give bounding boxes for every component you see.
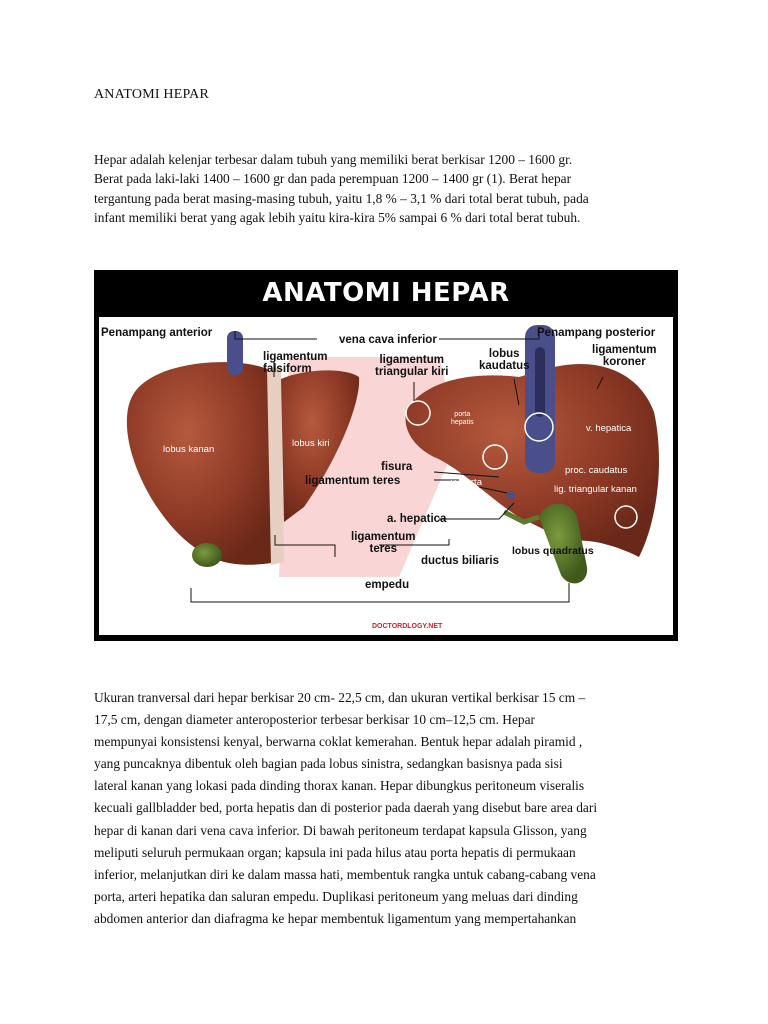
label-line: kaudatus <box>479 360 530 372</box>
label-fisura: fisura <box>381 461 413 473</box>
label-ligamentum-falsiform <box>263 351 328 375</box>
label-porta-hepatis <box>451 411 474 427</box>
label-line: lobus <box>488 348 520 360</box>
paragraph-line: infant memiliki berat yang agak lebih yaitu kira-kira 5% sampai 6 % dari total berat tubuh. <box>94 209 581 225</box>
label-line: ligamentum <box>263 351 328 363</box>
paragraph-line: hepar di kanan dari vena cava inferior. Di bawah peritoneum terdapat kapsula Glisson, yang <box>94 822 587 838</box>
label-line: triangular kiri <box>375 366 449 378</box>
paragraph-line: yang puncaknya dibentuk oleh bagian pada lobus sinistra, sedangkan basisnya pada sisi <box>94 756 563 772</box>
label-ductus-biliaris: ductus biliaris <box>421 555 499 567</box>
label-line: ligamentum <box>379 354 445 366</box>
label-v-porta: v. porta <box>451 477 482 488</box>
label-line: hepatis <box>451 419 474 426</box>
body-paragraph <box>94 687 684 930</box>
label-lobus-kiri: lobus kiri <box>292 438 330 449</box>
label-lobus-kanan: lobus kanan <box>163 444 215 455</box>
label-empedu: empedu <box>365 579 410 591</box>
label-lobus-quadratus: lobus quadratus <box>512 545 594 557</box>
anterior-right-lobe <box>127 362 277 565</box>
paragraph-line: mempunyai konsistensi kenyal, berwarna coklat kemerahan. Bentuk hepar adalah piramid , <box>94 734 583 750</box>
label-ligamentum-teres-lower <box>351 531 416 555</box>
paragraph-line: porta, arteri hepatika dan saluran empedu. Duplikasi peritoneum yang meluas dari dinding <box>94 888 578 904</box>
label-line: ligamentum <box>592 344 657 356</box>
portal-vein-marker <box>507 491 515 499</box>
label-line: ligamentum <box>351 531 416 543</box>
watermark-logo: DOCTORDLOGY.NET <box>372 621 442 633</box>
label-lobus-kaudatus <box>479 348 530 372</box>
figure-title: ANATOMI HEPAR <box>262 278 510 308</box>
label-ligamentum-koroner <box>592 344 657 368</box>
label-line: porta <box>454 411 471 418</box>
label-penampang-posterior: Penampang posterior <box>537 327 656 339</box>
paragraph-line: tergantung pada berat masing-masing tubuh, yaitu 1,8 % – 3,1 % dari total berat tubuh, pada <box>94 190 589 206</box>
paragraph-line: lateral kanan yang lokasi pada dinding thorax kanan. Hepar dibungkus peritoneum viseralis <box>94 778 585 794</box>
paragraph-line: meliputi seluruh permukaan organ; kapsula ini pada hilus atau porta hepatis di permukaan <box>94 844 576 860</box>
paragraph-line: Berat pada laki-laki 1400 – 1600 gr dan pada perempuan 1200 – 1400 gr (1). Berat hepar <box>94 171 572 187</box>
label-v-hepatica: v. hepatica <box>586 423 632 434</box>
label-vena-cava-inferior: vena cava inferior <box>339 334 437 346</box>
label-penampang-anterior: Penampang anterior <box>101 327 213 339</box>
anatomy-figure <box>94 270 678 641</box>
anterior-gallbladder <box>192 543 222 567</box>
paragraph-line: 17,5 cm, dengan diameter anteroposterior terbesar berkisar 10 cm–12,5 cm. Hepar <box>94 712 535 728</box>
label-line: falsiform <box>263 363 312 375</box>
label-ligamentum-teres-upper: ligamentum teres <box>305 475 401 487</box>
label-ligamentum-triangular-kiri <box>375 354 449 378</box>
document-heading: ANATOMI HEPAR <box>94 87 210 102</box>
paragraph-line: Ukuran tranversal dari hepar berkisar 20 cm- 22,5 cm, dan ukuran vertikal berkisar 15 cm – <box>94 690 586 705</box>
paragraph-line: abdomen anterior dan diafragma ke hepar membentuk ligamentum yang mempertahankan <box>94 910 577 926</box>
label-a-hepatica: a. hepatica <box>387 513 447 525</box>
intro-paragraph <box>94 150 684 227</box>
label-lig-triangular-kanan: lig. triangular kanan <box>554 484 637 495</box>
label-line: teres <box>369 543 398 555</box>
paragraph-line: kecuali gallbladder bed, porta hepatis dan di posterior pada daerah yang disebut bare area dari <box>94 800 598 816</box>
figure-illustration <box>99 317 673 635</box>
label-proc-caudatus: proc. caudatus <box>565 465 628 476</box>
label-line: koroner <box>602 356 646 368</box>
paragraph-line: inferior, melanjutkan diri ke dalam massa hati, membentuk rangka untuk cabang-cabang vena <box>94 866 596 882</box>
paragraph-line: Hepar adalah kelenjar terbesar dalam tubuh yang memiliki berat berkisar 1200 – 1600 gr. <box>94 152 573 167</box>
